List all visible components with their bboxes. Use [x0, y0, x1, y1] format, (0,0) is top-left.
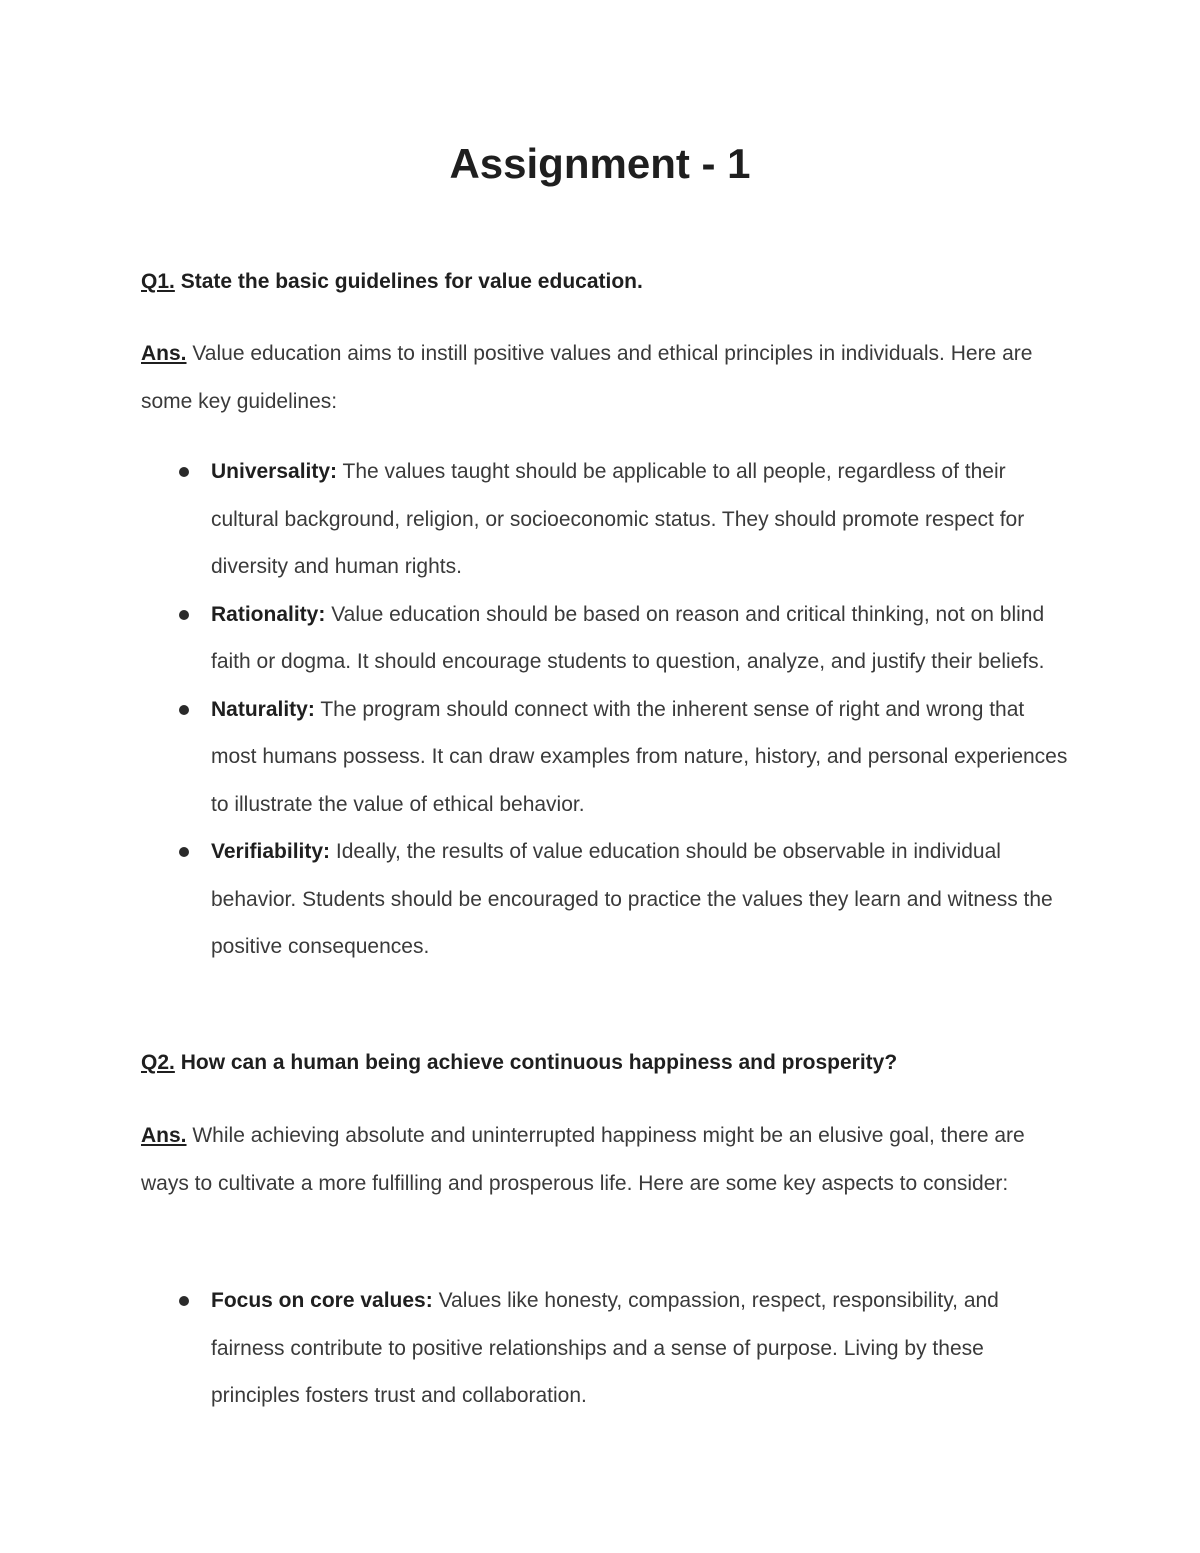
guidelines-list	[141, 448, 1071, 971]
list-item-text: Ideally, the results of value education should be observable in individual behavior. Students should be encouraged to practice the values they learn and witness the positive consequences.	[211, 840, 1053, 958]
happiness-aspects-list	[141, 1277, 1071, 1420]
list-item-text: Values like honesty, compassion, respect, responsibility, and fairness contribute to positive relationships and a sense of purpose. Living by these principles fosters trust and collaboration.	[211, 1289, 999, 1407]
bullet-icon	[179, 847, 189, 857]
question-2-text: How can a human being achieve continuous happiness and prosperity?	[180, 1051, 898, 1074]
question-1-text: State the basic guidelines for value education.	[180, 270, 643, 293]
list-item	[141, 448, 1071, 591]
answer-2-label: Ans.	[141, 1124, 187, 1147]
question-1-number: Q1.	[141, 270, 175, 293]
answer-1-text: Value education aims to instill positive values and ethical principles in individuals. Here are some key guidelines:	[141, 342, 1033, 413]
list-item-text: Value education should be based on reason and critical thinking, not on blind faith or dogma. It should encourage students to question, analyze, and justify their beliefs.	[211, 602, 1045, 673]
list-item	[141, 591, 1071, 686]
answer-2-text: While achieving absolute and uninterrupted happiness might be an elusive goal, there are ways to cultivate a more fulfilling and prosperous life. Here are some key aspects to consider:	[141, 1124, 1025, 1195]
list-item-term: Universality:	[211, 460, 338, 483]
list-item	[141, 1277, 1071, 1420]
list-item	[141, 686, 1071, 829]
answer-1-label: Ans.	[141, 342, 187, 365]
list-item-text: The program should connect with the inherent sense of right and wrong that most humans possess. It can draw examples from nature, history, and personal experiences to illustrate the value of ethical behavior.	[211, 697, 1068, 816]
page-title: Assignment - 1	[449, 140, 751, 187]
bullet-icon	[179, 705, 189, 715]
question-1	[141, 270, 643, 294]
list-item-term: Naturality:	[211, 697, 315, 721]
bullet-icon	[179, 610, 189, 620]
list-item	[141, 828, 1071, 971]
question-2	[141, 1051, 897, 1075]
bullet-icon	[179, 467, 189, 477]
answer-2	[141, 1112, 1071, 1207]
bullet-icon	[179, 1296, 189, 1306]
answer-1	[141, 330, 1071, 425]
question-2-number: Q2.	[141, 1051, 175, 1074]
list-item-term: Rationality:	[211, 602, 326, 626]
list-item-term: Focus on core values:	[211, 1289, 433, 1312]
list-item-term: Verifiability:	[211, 840, 331, 863]
list-item-text: The values taught should be applicable to all people, regardless of their cultural background, religion, or socioeconomic status. They should promote respect for diversity and human rights.	[211, 460, 1025, 578]
